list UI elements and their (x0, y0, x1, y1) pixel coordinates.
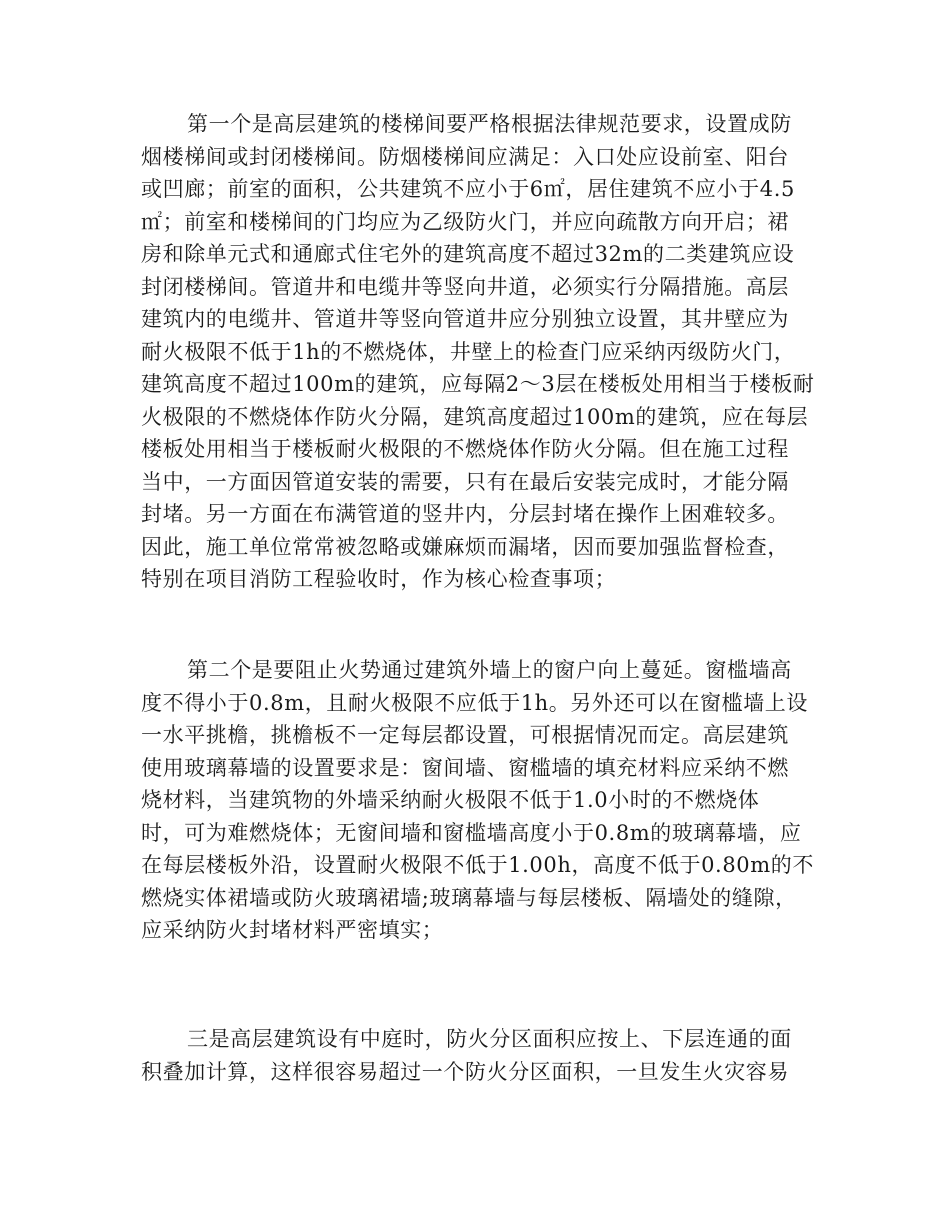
text-line: 一水平挑檐，挑檐板不一定每层都设置，可根据情况而定。高层建筑 (141, 723, 789, 747)
text-line: 或凹廊；前室的面积，公共建筑不应小于6㎡，居住建筑不应小于4.5 (141, 177, 795, 201)
text-line: 封堵。另一方面在布满管道的竖井内，分层封堵在操作上困难较多。 (141, 502, 789, 526)
text-line: ㎡；前室和楼梯间的门均应为乙级防火门，并应向疏散方向开启；裙 (141, 209, 789, 234)
text-line: 特别在项目消防工程验收时，作为核心检查事项； (141, 567, 617, 591)
text-line: 应采纳防火封堵材料严密填实； (141, 918, 444, 942)
text-line: 三是高层建筑设有中庭时，防火分区面积应按上、下层连通的面 (187, 1027, 792, 1051)
text-line: 楼板处用相当于楼板耐火极限的不燃烧体作防火分隔。但在施工过程 (141, 437, 789, 461)
text-line: 耐火极限不低于1h的不燃烧体，井壁上的检查门应采纳丙级防火门， (141, 339, 796, 364)
text-line: 建筑内的电缆井、管道井等竖向管道井应分别独立设置，其井壁应为 (141, 307, 789, 331)
text-line: 火极限的不燃烧体作防火分隔，建筑高度超过100m的建筑，应在每层 (141, 404, 809, 429)
text-line: 因此，施工单位常常被忽略或嫌麻烦而漏堵，因而要加强监督检查， (141, 534, 789, 559)
text-line: 在每层楼板外沿，设置耐火极限不低于1.00h，高度不低于0.80m的不 (141, 853, 814, 877)
paragraph-exterior-wall (141, 654, 814, 947)
text-line: 时，可为难燃烧体；无窗间墙和窗槛墙高度小于0.8m的玻璃幕墙，应 (141, 820, 802, 845)
text-line: 使用玻璃幕墙的设置要求是：窗间墙、窗槛墙的填充材料应采纳不燃 (141, 755, 789, 780)
text-line: 第二个是要阻止火势通过建筑外墙上的窗户向上蔓延。窗槛墙高 (187, 658, 792, 682)
text-line: 建筑高度不超过100m的建筑，应每隔2～3层在楼板处用相当于楼板耐 (141, 372, 815, 396)
text-line: 烟楼梯间或封闭楼梯间。防烟楼梯间应满足：入口处应设前室、阳台 (141, 144, 789, 169)
text-line: 度不得小于0.8m，且耐火极限不应低于1h。另外还可以在窗槛墙上设 (141, 690, 808, 715)
paragraph-stairwell (141, 108, 815, 596)
paragraph-atrium (141, 1023, 811, 1088)
text-line: 第一个是高层建筑的楼梯间要严格根据法律规范要求，设置成防 (187, 112, 792, 136)
text-line: 积叠加计算，这样很容易超过一个防火分区面积，一旦发生火灾容易 (141, 1059, 789, 1084)
text-line: 房和除单元式和通廊式住宅外的建筑高度不超过32m的二类建筑应设 (141, 242, 795, 266)
text-line: 当中，一方面因管道安装的需要，只有在最后安装完成时，才能分隔 (141, 469, 789, 494)
text-line: 烧材料，当建筑物的外墙采纳耐火极限不低于1.0小时的不燃烧体 (141, 788, 760, 812)
text-line: 封闭楼梯间。管道井和电缆井等竖向井道，必须实行分隔措施。高层 (141, 274, 789, 299)
text-line: 燃烧实体裙墙或防火玻璃裙墙;玻璃幕墙与每层楼板、隔墙处的缝隙， (141, 885, 797, 910)
